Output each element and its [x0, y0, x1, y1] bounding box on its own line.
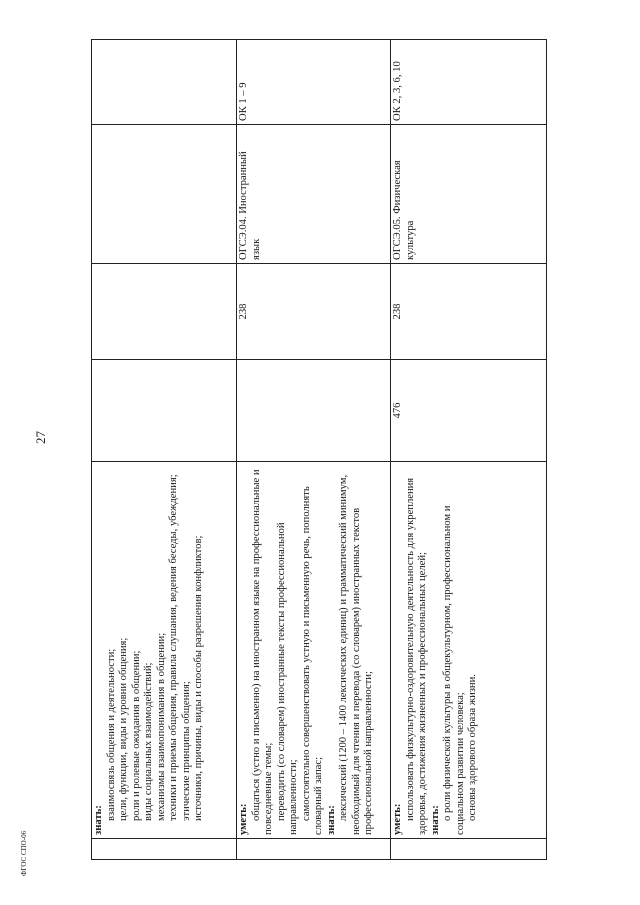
requirement-heading: знать: [429, 805, 441, 835]
requirement-item: самостоятельно совершенствовать устную и письменную речь, пополнять словарный запас; [300, 486, 324, 835]
cell-hours [92, 264, 237, 360]
requirement-item: общаться (устно и письменно) на иностранном языке на профессиональные и повседневные темы; [250, 469, 274, 835]
cell-discipline [92, 125, 237, 264]
max-hours-value: 476 [392, 402, 403, 419]
cell-max-hours [237, 360, 391, 462]
curriculum-table-wrapper [91, 40, 546, 860]
requirement-item: цели, функции, виды и уровни общения; [118, 637, 129, 821]
cell-max-hours [92, 360, 237, 462]
cell-competencies: ОК 1 – 9 [237, 40, 391, 125]
cell-requirements [92, 462, 237, 839]
cell-index-code [391, 839, 547, 860]
cell-hours [237, 264, 391, 360]
cell-index-code [237, 839, 391, 860]
curriculum-table [91, 39, 547, 860]
requirement-item: переводить (со словарем) иностранные тексты профессиональной направленности; [275, 522, 299, 835]
requirement-item: виды социальных взаимодействий; [143, 662, 154, 821]
table-row [391, 40, 547, 860]
requirement-item: использовать физкультурно-оздоровительную деятельность для укрепления здоровья, достижения жизненных и профессиональных целей; [404, 477, 428, 835]
cell-discipline: ОГСЭ.05. Физическая культура [391, 125, 547, 264]
cell-max-hours [391, 360, 547, 462]
requirement-item: взаимосвязь общения и деятельности; [105, 648, 117, 821]
table-row [237, 40, 391, 860]
table-row [92, 40, 237, 860]
footer-standard-code: ФГОС СПО-06 [20, 830, 28, 876]
page-number: 27 [33, 431, 48, 444]
cell-hours [391, 264, 547, 360]
requirement-item: этические принципы общения; [180, 681, 192, 821]
requirement-heading: знать: [325, 805, 337, 835]
requirement-item: основы здорового образа жизни. [467, 674, 478, 821]
requirement-item: роли и ролевые ожидания в общении; [130, 650, 142, 821]
requirement-item: техники и приемы общения, правила слушания, ведения беседы, убеждения; [168, 474, 179, 821]
hours-value: 238 [392, 303, 403, 320]
cell-competencies: ОК 2, 3, 6, 10 [391, 40, 547, 125]
requirement-item: лексический (1200 – 1400 лексических единиц) и грамматический минимум, необходимый для чтения и перевода (со словарем) иностранных текстов профессиональной направленности; [338, 474, 374, 835]
cell-requirements [391, 462, 547, 839]
requirement-heading: знать: [93, 805, 104, 835]
cell-discipline: ОГСЭ.04. Иностранный язык [237, 125, 391, 264]
requirement-item: механизмы взаимопонимания в общении; [155, 632, 167, 821]
cell-requirements [237, 462, 391, 839]
requirement-heading: уметь: [238, 803, 249, 835]
hours-value: 238 [238, 303, 249, 320]
requirement-item: о роли физической культуры в общекультурном, профессиональном и социальном развитии человека; [442, 505, 466, 835]
requirement-item: источники, причины, виды и способы разрешения конфликтов; [193, 535, 204, 821]
cell-competencies [92, 40, 237, 125]
requirement-heading: уметь: [392, 803, 403, 835]
cell-index-code [92, 839, 237, 860]
